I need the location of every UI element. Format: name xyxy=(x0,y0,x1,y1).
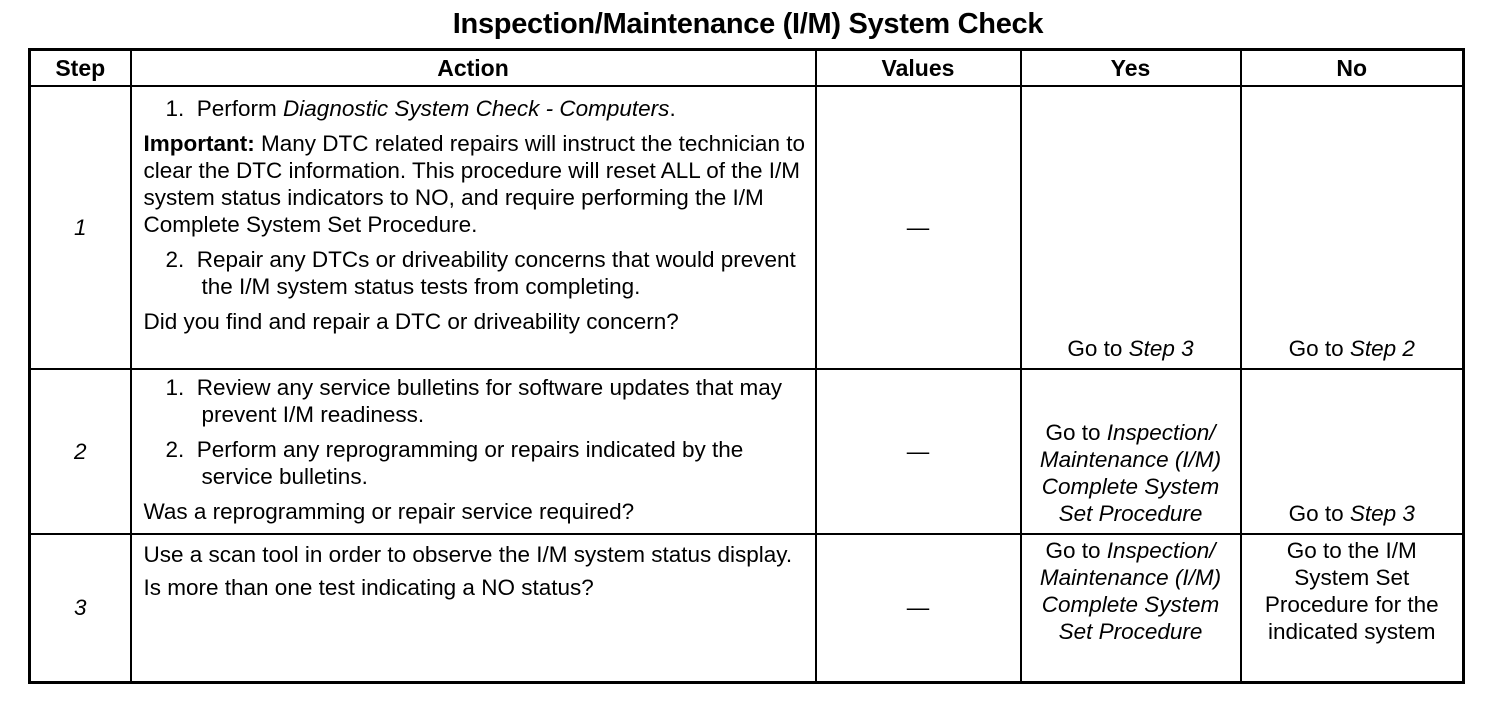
yes-text: Go to xyxy=(1045,420,1107,445)
header-no: No xyxy=(1241,50,1464,87)
action-question: Is more than one test indicating a NO status? xyxy=(143,575,594,600)
no-step-link: Step 2 xyxy=(1349,336,1415,361)
item-text: Perform xyxy=(196,96,284,121)
action-question: Was a reprogramming or repair service required? xyxy=(143,499,635,524)
no-text: Go to xyxy=(1288,336,1350,361)
values-cell: — xyxy=(816,534,1021,682)
header-yes: Yes xyxy=(1021,50,1241,87)
action-text: Use a scan tool in order to observe the I/M system status display. xyxy=(143,542,793,567)
page-title: Inspection/Maintenance (I/M) System Check xyxy=(452,8,1044,40)
no-cell xyxy=(1241,534,1464,682)
item-text: Repair any DTCs or driveability concerns that would prevent the I/M system status tests from completing. xyxy=(196,247,796,299)
action-item xyxy=(144,246,807,300)
action-item xyxy=(144,95,807,122)
table-header-row xyxy=(30,50,1464,87)
action-question: Did you find and repair a DTC or driveability concern? xyxy=(143,309,679,334)
yes-text: Go to xyxy=(1045,538,1107,563)
values-cell: — xyxy=(816,86,1021,369)
yes-cell xyxy=(1021,86,1241,369)
step-number: 3 xyxy=(30,534,131,682)
important-text: Many DTC related repairs will instruct the technician to clear the DTC information. This procedure will reset ALL of the I/M system status indicators to NO, and require performing the I/M Complete System Set Procedure. xyxy=(143,131,805,237)
item-text: Perform any reprogramming or repairs indicated by the service bulletins. xyxy=(196,437,744,489)
yes-procedure-link: Inspection/ Maintenance (I/M) Complete System Set Procedure xyxy=(1039,538,1222,644)
important-note xyxy=(144,130,807,238)
header-values: Values xyxy=(816,50,1021,87)
action-cell xyxy=(131,534,816,682)
action-cell xyxy=(131,369,816,534)
important-label: Important: xyxy=(143,131,255,156)
no-step-link: Step 3 xyxy=(1349,501,1415,526)
step-number: 2 xyxy=(30,369,131,534)
header-action: Action xyxy=(131,50,816,87)
item-number: 2. xyxy=(165,247,185,272)
item-suffix: . xyxy=(669,96,676,121)
action-item xyxy=(144,436,807,490)
action-cell xyxy=(131,86,816,369)
no-text: Go to xyxy=(1288,501,1350,526)
item-number: 2. xyxy=(165,437,185,462)
table-row xyxy=(30,369,1464,534)
item-number: 1. xyxy=(165,375,185,400)
item-number: 1. xyxy=(165,96,185,121)
yes-text: Go to xyxy=(1067,336,1129,361)
yes-step-link: Step 3 xyxy=(1128,336,1194,361)
header-step: Step xyxy=(30,50,131,87)
yes-cell xyxy=(1021,369,1241,534)
table-row xyxy=(30,534,1464,682)
yes-procedure-link: Inspection/ Maintenance (I/M) Complete System Set Procedure xyxy=(1039,420,1222,526)
no-cell xyxy=(1241,86,1464,369)
no-text: Go to the I/M System Set Procedure for the indicated system xyxy=(1264,538,1439,644)
procedure-reference: Diagnostic System Check - Computers xyxy=(283,96,670,121)
action-item xyxy=(144,374,807,428)
no-cell xyxy=(1241,369,1464,534)
table-row xyxy=(30,86,1464,369)
system-check-table xyxy=(28,48,1465,684)
step-number: 1 xyxy=(30,86,131,369)
values-cell: — xyxy=(816,369,1021,534)
item-text: Review any service bulletins for software updates that may prevent I/M readiness. xyxy=(196,375,783,427)
yes-cell xyxy=(1021,534,1241,682)
